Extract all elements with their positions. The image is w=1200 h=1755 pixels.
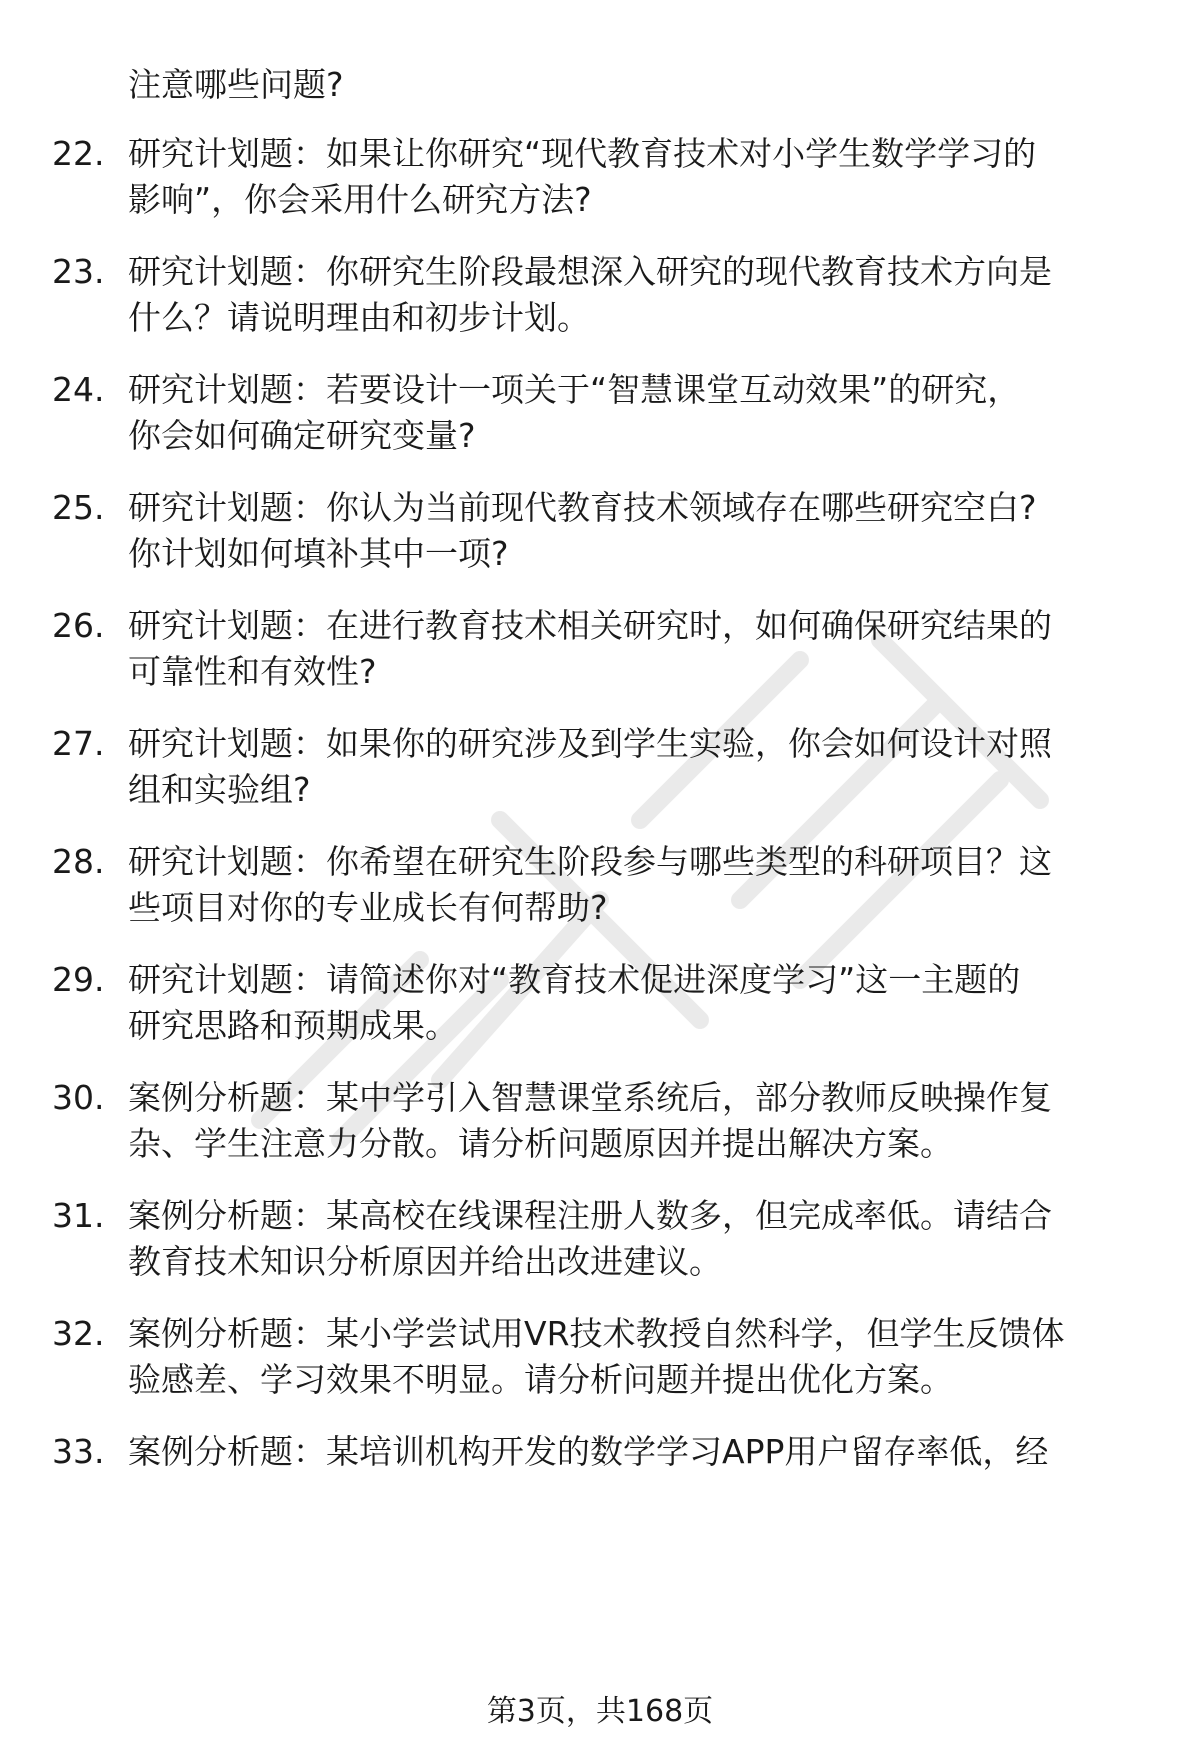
item-text-line: 研究计划题：你希望在研究生阶段参与哪些类型的科研项目？这 [128,842,1052,881]
page-footer: 第3页，共168页 [486,1694,714,1729]
item-text-line: 研究计划题：如果让你研究“现代教育技术对小学生数学学习的 [128,134,1037,173]
item-number: 32. [52,1314,105,1353]
item-number: 27. [52,724,105,763]
item-number: 26. [52,606,105,645]
item-text-line: 教育技术知识分析原因并给出改进建议。 [128,1242,722,1281]
item-number: 22. [52,134,105,173]
item-text-line: 案例分析题：某小学尝试用VR技术教授自然科学，但学生反馈体 [128,1314,1065,1353]
item-text-line: 你会如何确定研究变量? [128,416,476,455]
item-text-line: 杂、学生注意力分散。请分析问题原因并提出解决方案。 [128,1124,953,1163]
item-text-line: 研究计划题：在进行教育技术相关研究时，如何确保研究结果的 [128,606,1052,645]
item-number: 25. [52,488,105,527]
item-text-line: 案例分析题：某中学引入智慧课堂系统后，部分教师反映操作复 [128,1078,1052,1117]
item-text-line: 组和实验组? [128,770,311,809]
item-text-line: 研究计划题：若要设计一项关于“智慧课堂互动效果”的研究， [128,370,1021,409]
continued-line: 注意哪些问题? [128,65,344,104]
item-number: 33. [52,1432,105,1471]
item-text-line: 研究思路和预期成果。 [128,1006,458,1045]
item-text-line: 案例分析题：某高校在线课程注册人数多，但完成率低。请结合 [128,1196,1052,1235]
item-text-line: 研究计划题：如果你的研究涉及到学生实验，你会如何设计对照 [128,724,1052,763]
item-text-line: 可靠性和有效性? [128,652,377,691]
item-text-line: 研究计划题：你认为当前现代教育技术领域存在哪些研究空白? [128,488,1037,527]
item-text-line: 影响”，你会采用什么研究方法? [128,180,592,219]
item-number: 24. [52,370,105,409]
item-text-line: 验感差、学习效果不明显。请分析问题并提出优化方案。 [128,1360,953,1399]
item-number: 28. [52,842,105,881]
item-number: 29. [52,960,105,999]
item-text-line: 你计划如何填补其中一项? [128,534,509,573]
item-number: 30. [52,1078,105,1117]
item-text-line: 研究计划题：你研究生阶段最想深入研究的现代教育技术方向是 [128,252,1052,291]
item-text-line: 些项目对你的专业成长有何帮助? [128,888,608,927]
item-number: 23. [52,252,105,291]
item-text-line: 研究计划题：请简述你对“教育技术促进深度学习”这一主题的 [128,960,1021,999]
item-text-line: 案例分析题：某培训机构开发的数学学习APP用户留存率低，经 [128,1432,1049,1471]
item-number: 31. [52,1196,105,1235]
item-text-line: 什么？请说明理由和初步计划。 [128,298,590,337]
